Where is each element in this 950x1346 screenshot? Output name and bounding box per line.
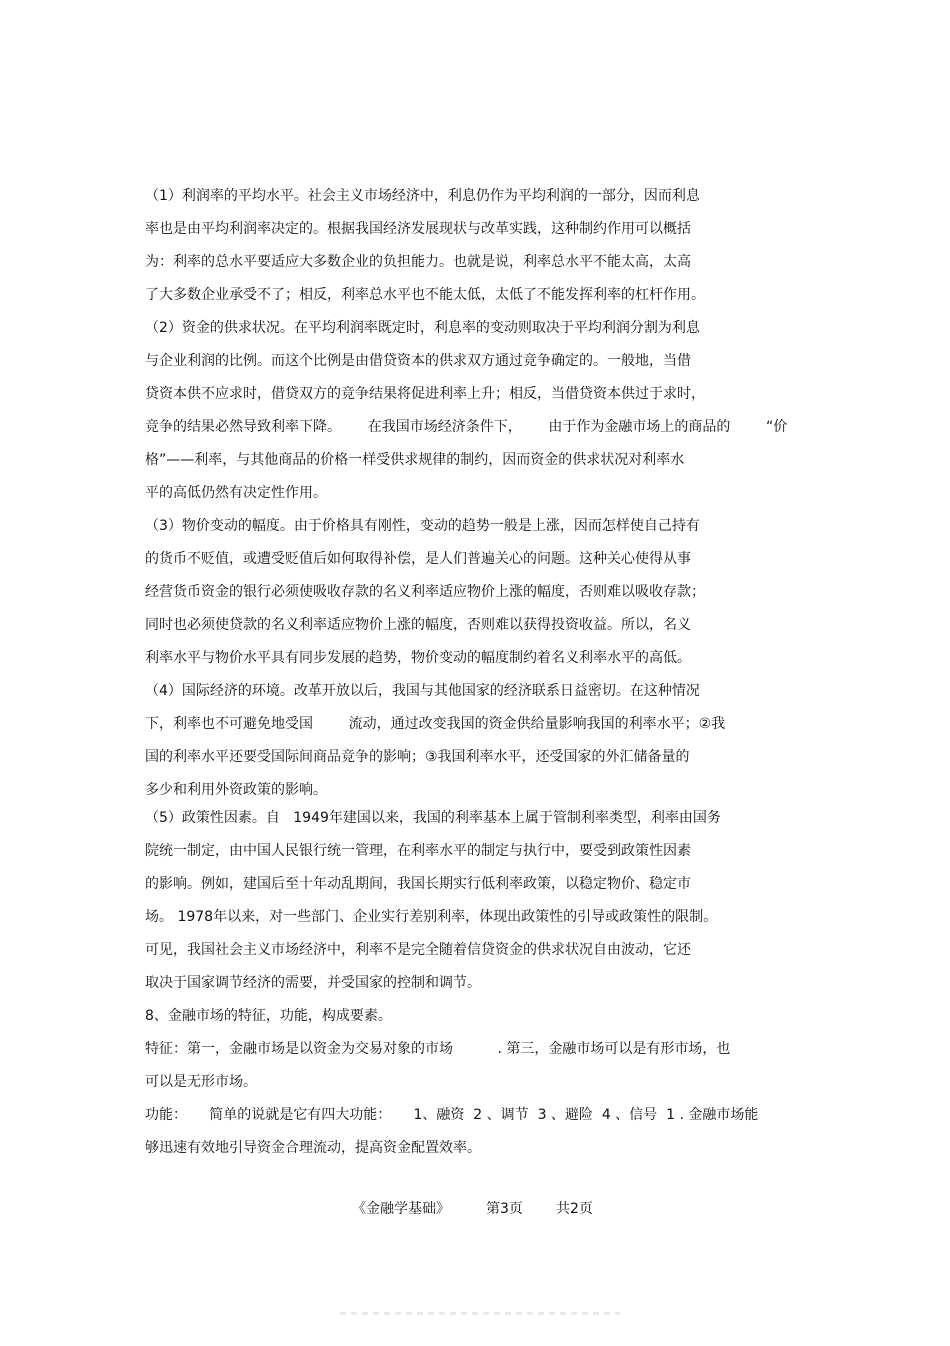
text-line: 够迅速有效地引导资金合理流动，提高资金配置效率。 bbox=[145, 1140, 481, 1156]
text-line: （4）国际经济的环境。改革开放以后，我国与其他国家的经济联系日益密切。在这种情况 bbox=[145, 683, 700, 699]
text-line: 平的高低仍然有决定性作用。 bbox=[145, 485, 327, 501]
text-line: 利率水平与物价水平具有同步发展的趋势，物价变动的幅度制约着名义利率水平的高低。 bbox=[145, 650, 691, 666]
text-line: 与企业利润的比例。而这个比例是由借贷资本的供求双方通过竞争确定的。一般地，当借 bbox=[145, 353, 691, 369]
text-line: 竞争的结果必然导致利率下降。 在我国市场经济条件下， 由于作为金融市场上的商品的 “价 bbox=[145, 419, 788, 435]
text-line: （2）资金的供求状况。在平均利润率既定时，利息率的变动则取决于平均利润分割为利息 bbox=[145, 320, 700, 336]
footer-total-pages: 共2页 bbox=[556, 1201, 593, 1217]
text-line: 多少和利用外资政策的影响。 bbox=[145, 782, 327, 798]
text-line: （3）物价变动的幅度。由于价格具有刚性，变动的趋势一般是上涨，因而怎样使自己持有 bbox=[145, 518, 700, 534]
text-line: 的货币不贬值，或遭受贬值后如何取得补偿，是人们普遍关心的问题。这种关心使得从事 bbox=[145, 551, 691, 567]
footer-book-title: 《金融学基础》 bbox=[352, 1201, 450, 1217]
text-line: 经营货币资金的银行必须使吸收存款的名义利率适应物价上涨的幅度，否则难以吸收存款； bbox=[145, 584, 705, 600]
text-line: （5）政策性因素。自 1949年建国以来，我国的利率基本上属于管制利率类型，利率由国务 bbox=[145, 810, 721, 826]
footer-page-number: 第3页 bbox=[486, 1201, 523, 1217]
text-line: 同时也必须使贷款的名义利率适应物价上涨的幅度，否则难以获得投资收益。所以，名义 bbox=[145, 617, 691, 633]
text-line: 国的利率水平还要受国际间商品竞争的影响；③我国利率水平，还受国家的外汇储备量的 bbox=[145, 749, 690, 765]
text-line: 了大多数企业承受不了；相反，利率总水平也不能太低，太低了不能发挥利率的杠杆作用。 bbox=[145, 287, 705, 303]
text-line: 8、金融市场的特征，功能，构成要素。 bbox=[145, 1008, 392, 1024]
text-line: 场。 1978年以来，对一些部门、企业实行差别利率，体现出政策性的引导或政策性的限制。 bbox=[145, 909, 718, 925]
text-line: 格”——利率，与其他商品的价格一样受供求规律的制约，因而资金的供求状况对利率水 bbox=[145, 452, 685, 468]
text-line: 的影响。例如，建国后至十年动乱期间，我国长期实行低利率政策，以稳定物价、稳定市 bbox=[145, 876, 691, 892]
text-line: 功能： 简单的说就是它有四大功能： 1、融资 2 、调节 3 、避险 4 、信号 1 . 金融市场能 bbox=[145, 1107, 759, 1123]
text-line: 可见，我国社会主义市场经济中，利率不是完全随着信贷资金的供求状况自由波动，它还 bbox=[145, 942, 691, 958]
text-line: 下，利率也不可避免地受国 流动，通过改变我国的资金供给量影响我国的利率水平；②我 bbox=[145, 716, 726, 732]
text-line: 可以是无形市场。 bbox=[145, 1074, 257, 1090]
text-line: 特征：第一，金融市场是以资金为交易对象的市场 . 第三，金融市场可以是有形市场，也 bbox=[145, 1041, 731, 1057]
text-line: 取决于国家调节经济的需要，并受国家的控制和调节。 bbox=[145, 975, 481, 991]
text-line: 为：利率的总水平要适应大多数企业的负担能力。也就是说，利率总水平不能太高，太高 bbox=[145, 254, 691, 270]
text-line: 院统一制定，由中国人民银行统一管理，在利率水平的制定与执行中，要受到政策性因素 bbox=[145, 843, 691, 859]
text-line: （1）利润率的平均水平。社会主义市场经济中，利息仍作为平均利润的一部分，因而利息 bbox=[145, 188, 700, 204]
text-line: 贷资本供不应求时，借贷双方的竞争结果将促进利率上升；相反，当借贷资本供过于求时， bbox=[145, 386, 705, 402]
scan-artifact bbox=[340, 1312, 620, 1315]
text-line: 率也是由平均利润率决定的。根据我国经济发展现状与改革实践，这种制约作用可以概括 bbox=[145, 221, 691, 237]
